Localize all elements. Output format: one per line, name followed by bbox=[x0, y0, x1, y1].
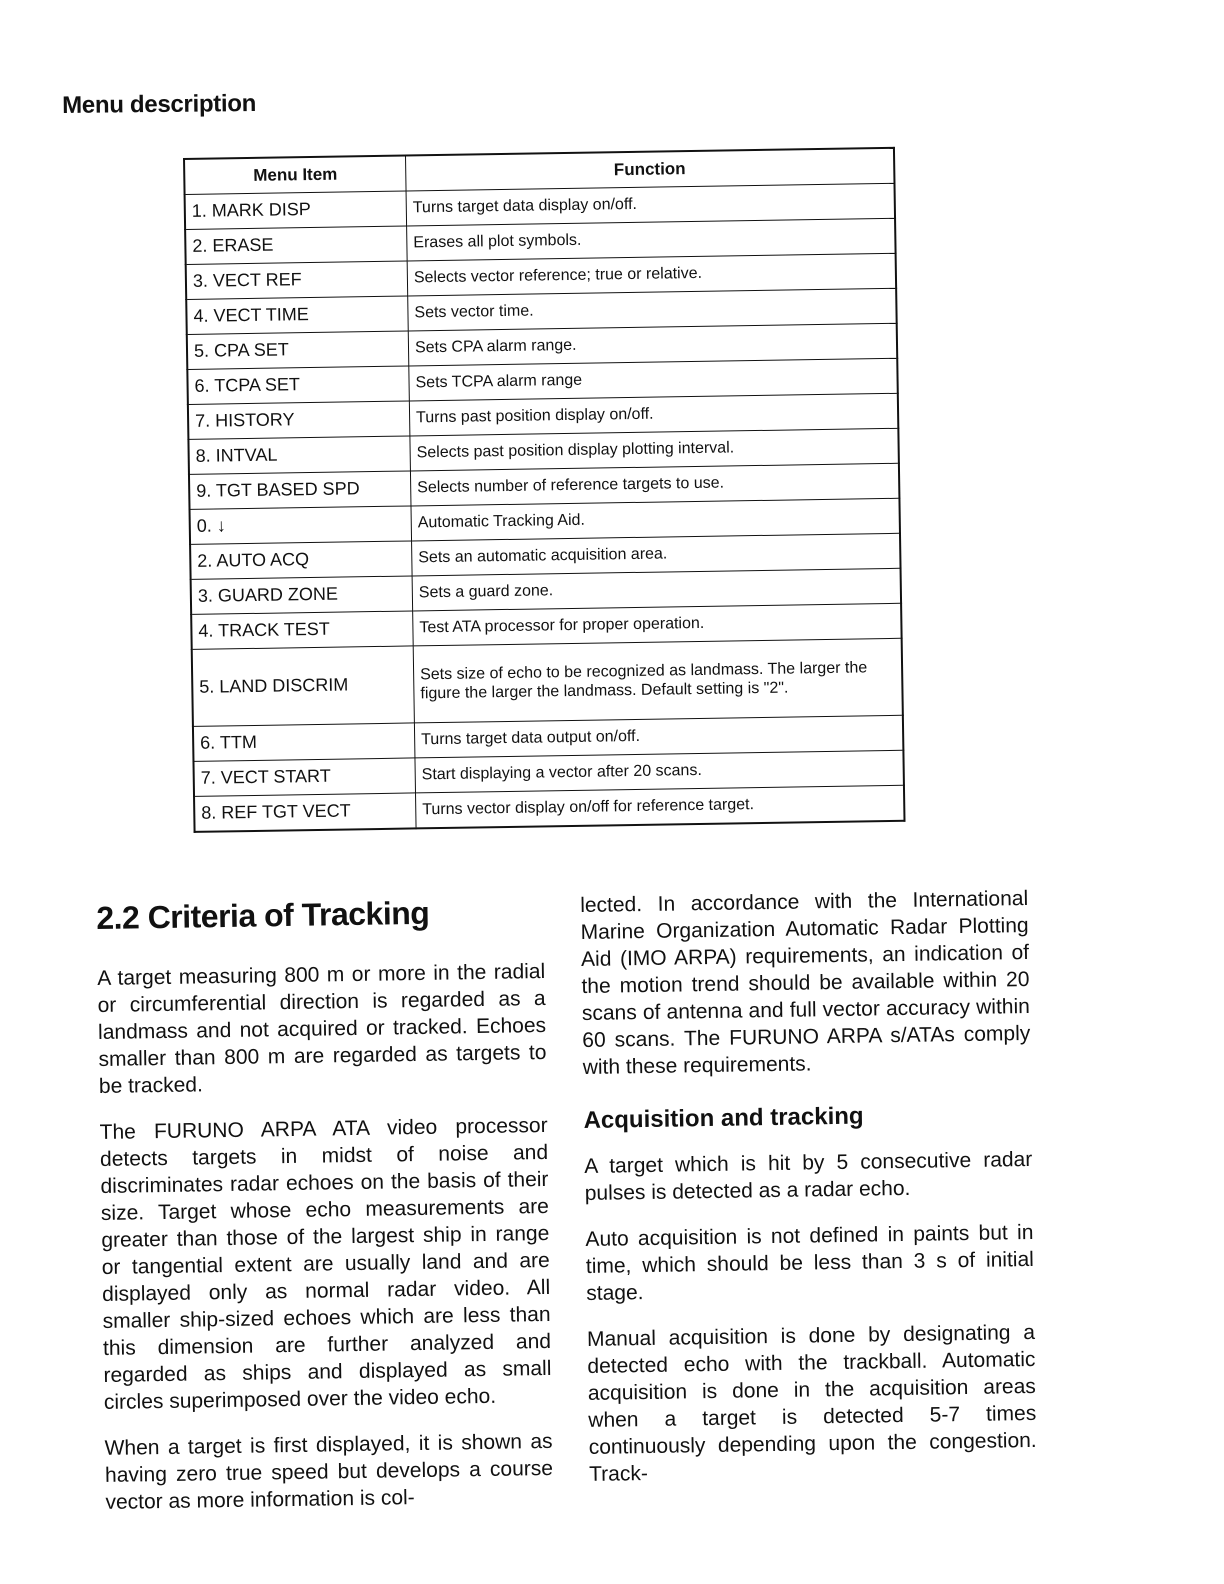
menu-table-wrapper bbox=[183, 147, 906, 833]
left-text-column bbox=[96, 893, 554, 1535]
menu-item-cell: 0. ↓ bbox=[190, 506, 412, 544]
menu-item-cell: 2. ERASE bbox=[185, 226, 407, 264]
menu-item-cell: 7. VECT START bbox=[193, 758, 415, 796]
function-cell: Selects vector reference; true or relative. bbox=[407, 253, 896, 296]
function-cell: Sets a guard zone. bbox=[412, 568, 901, 611]
menu-item-cell: 4. TRACK TEST bbox=[191, 611, 413, 649]
menu-table bbox=[183, 147, 906, 833]
menu-item-cell: 5. LAND DISCRIM bbox=[192, 646, 415, 726]
menu-item-cell: 6. TCPA SET bbox=[187, 366, 409, 404]
body-paragraph: Auto acquisition is not defined in paints but in time, which should be less than 3 s of initial stage. bbox=[585, 1220, 1035, 1305]
body-paragraph: A target measuring 800 m or more in the radial or circumferential direction is regarded as a landmass and not acquired or tracked. Echoes smaller than 800 m are regarded as targets to be tracked. bbox=[97, 959, 547, 1098]
menu-item-cell: 6. TTM bbox=[193, 723, 415, 761]
menu-item-cell: 3. VECT REF bbox=[186, 261, 408, 299]
function-cell: Turns target data display on/off. bbox=[406, 183, 895, 226]
body-paragraph: A target which is hit by 5 consecutive radar pulses is detected as a radar echo. bbox=[584, 1147, 1033, 1205]
function-cell: Automatic Tracking Aid. bbox=[411, 498, 900, 541]
table-row bbox=[192, 638, 903, 726]
body-paragraph: lected. In accordance with the International Marine Organization Automatic Radar Plotting Aid (IMO ARPA) requirements, an indication of the motion trend should be available within 20 scans of antenna and full vector accuracy within 60 scans. The FURUNO ARPA s/ATAs comply with these requirements. bbox=[580, 886, 1031, 1079]
function-cell: Sets CPA alarm range. bbox=[408, 323, 897, 366]
menu-item-cell: 3. GUARD ZONE bbox=[191, 576, 413, 614]
section-title: 2.2 Criteria of Tracking bbox=[96, 894, 430, 936]
menu-item-cell: 2. AUTO ACQ bbox=[190, 541, 412, 579]
menu-item-cell: 5. CPA SET bbox=[187, 331, 409, 369]
body-paragraph: When a target is first displayed, it is shown as having zero true speed but develops a course vector as more information is col- bbox=[104, 1429, 554, 1514]
right-text-column bbox=[580, 885, 1038, 1507]
menu-item-cell: 8. INTVAL bbox=[188, 436, 410, 474]
function-cell: Erases all plot symbols. bbox=[407, 218, 896, 261]
function-cell: Test ATA processor for proper operation. bbox=[413, 603, 902, 646]
function-cell: Selects past position display plotting interval. bbox=[410, 428, 899, 471]
function-cell: Sets size of echo to be recognized as landmass. The larger the figure the larger the landmass. Default setting is "2". bbox=[413, 638, 903, 723]
function-cell: Sets an automatic acquisition area. bbox=[412, 533, 901, 576]
column-header-function: Function bbox=[405, 148, 894, 191]
function-cell: Turns vector display on/off for reference target. bbox=[416, 785, 905, 828]
function-cell: Selects number of reference targets to use. bbox=[410, 463, 899, 506]
function-cell: Start displaying a vector after 20 scans. bbox=[415, 750, 904, 793]
function-cell: Sets vector time. bbox=[408, 288, 897, 331]
function-cell: Turns past position display on/off. bbox=[409, 393, 898, 436]
menu-item-cell: 8. REF TGT VECT bbox=[194, 793, 416, 832]
subsection-title: Acquisition and tracking bbox=[583, 1102, 864, 1134]
menu-item-cell: 1. MARK DISP bbox=[185, 191, 407, 229]
menu-item-cell: 9. TGT BASED SPD bbox=[189, 471, 411, 509]
menu-description-heading: Menu description bbox=[62, 89, 257, 119]
column-header-menu-item: Menu Item bbox=[184, 156, 406, 195]
function-cell: Turns target data output on/off. bbox=[414, 715, 903, 758]
body-paragraph: The FURUNO ARPA ATA video processor detects targets in midst of noise and discriminates radar echoes on the basis of their size. Target whose echo measurements are greater than those of the largest ship in range or tangential extent are usually land and are displayed only as normal radar video. All smaller ship-sized echoes which are less than this dimension are further analyzed and regarded as ships and displayed as small circles superimposed over the video echo. bbox=[99, 1113, 552, 1414]
menu-item-cell: 7. HISTORY bbox=[188, 401, 410, 439]
menu-item-cell: 4. VECT TIME bbox=[186, 296, 408, 334]
body-paragraph: Manual acquisition is done by designating a detected echo with the trackball. Automatic acquisition is done in the acquisition areas when a target is detected 5-7 times continuously depending upon the congestion. Track- bbox=[586, 1320, 1037, 1486]
function-cell: Sets TCPA alarm range bbox=[409, 358, 898, 401]
